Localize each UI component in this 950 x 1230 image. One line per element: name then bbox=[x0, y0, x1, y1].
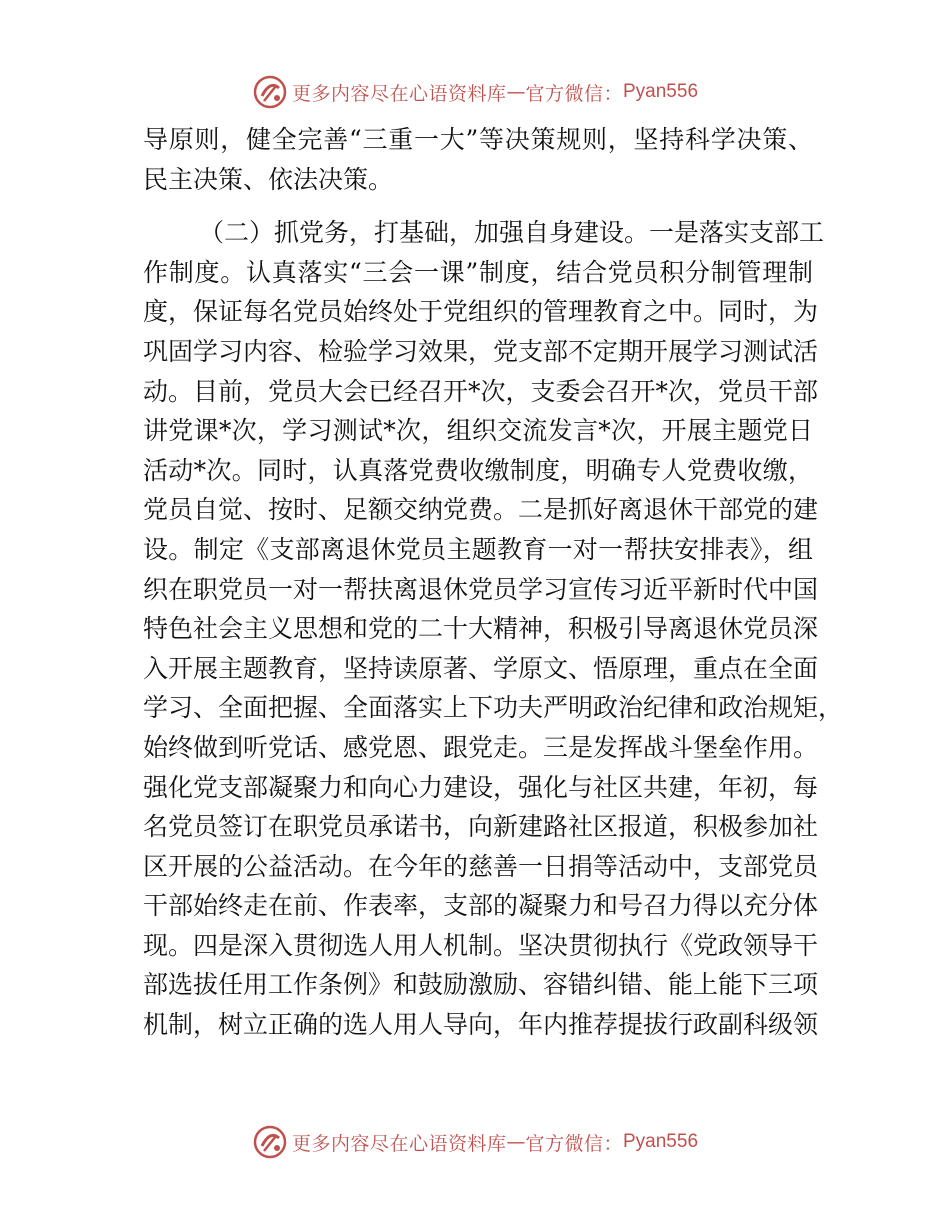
text-line: 活动*次。同时，认真落党费收缴制度，明确专人党费收缴， bbox=[143, 455, 813, 485]
text-line: 党员自觉、按时、足额交纳党费。二是抓好离退休干部党的建 bbox=[143, 495, 819, 525]
text-line: 讲党课*次，学习测试*次，组织交流发言*次，开展主题党日 bbox=[143, 416, 813, 446]
watermark-footer bbox=[0, 1124, 950, 1160]
text-line: 设。制定《支部离退休党员主题教育一对一帮扶安排表》，组 bbox=[143, 534, 813, 564]
text-line: 巩固学习内容、检验学习效果，党支部不定期开展学习测试活 bbox=[143, 336, 819, 366]
text-line: 民主决策、依法决策。 bbox=[143, 164, 394, 194]
logo-icon bbox=[252, 1124, 288, 1160]
text-line: 作制度。认真落实“三会一课”制度，结合党员积分制管理制 bbox=[143, 257, 813, 287]
watermark-separator: — bbox=[506, 81, 526, 103]
text-line: 区开展的公益活动。在今年的慈善一日捐等活动中，支部党员 bbox=[143, 851, 819, 881]
paragraph-1 bbox=[143, 120, 813, 199]
text-line: 机制，树立正确的选人用人导向，年内推荐提拔行政副科级领 bbox=[143, 1010, 819, 1040]
text-line: 织在职党员一对一帮扶离退休党员学习宣传习近平新时代中国 bbox=[143, 574, 819, 604]
watermark-header bbox=[0, 74, 950, 110]
document-body bbox=[143, 120, 844, 1045]
watermark-text: 更多内容尽在心语资料库 bbox=[291, 82, 507, 105]
watermark-text: 更多内容尽在心语资料库 bbox=[291, 1132, 507, 1155]
watermark-label: 官方微信： bbox=[525, 1132, 623, 1155]
watermark-id: Pyan556 bbox=[623, 1131, 699, 1152]
text-line: 度，保证每名党员始终处于党组织的管理教育之中。同时，为 bbox=[143, 297, 819, 327]
text-line: 始终做到听党话、感党恩、跟党走。三是发挥战斗堡垒作用。 bbox=[143, 732, 819, 762]
text-line: 导原则，健全完善“三重一大”等决策规则，坚持科学决策、 bbox=[143, 125, 813, 154]
text-line: 部选拔任用工作条例》和鼓励激励、容错纠错、能上能下三项 bbox=[143, 970, 819, 1000]
text-line: 名党员签订在职党员承诺书，向新建路社区报道，积极参加社 bbox=[143, 812, 819, 842]
text-line: 特色社会主义思想和党的二十大精神，积极引导离退休党员深 bbox=[143, 614, 819, 644]
text-line: 现。四是深入贯彻选人用人机制。坚决贯彻执行《党政领导干 bbox=[143, 930, 819, 960]
text-line: 动。目前，党员大会已经召开*次，支委会召开*次，党员干部 bbox=[143, 376, 819, 406]
watermark-label: 官方微信： bbox=[525, 82, 623, 105]
watermark-separator: — bbox=[506, 1131, 526, 1153]
watermark-id: Pyan556 bbox=[623, 81, 699, 102]
text-line: 学习、全面把握、全面落实上下功夫严明政治纪律和政治规矩， bbox=[143, 693, 844, 723]
text-line: 入开展主题教育，坚持读原著、学原文、悟原理，重点在全面 bbox=[143, 653, 819, 683]
text-line: 强化党支部凝聚力和向心力建设，强化与社区共建，年初，每 bbox=[143, 772, 819, 802]
paragraph-2 bbox=[143, 213, 844, 1044]
text-line: （二）抓党务，打基础，加强自身建设。一是落实支部工 bbox=[199, 218, 825, 248]
text-line: 干部始终走在前、作表率，支部的凝聚力和号召力得以充分体 bbox=[143, 891, 819, 921]
logo-icon bbox=[252, 74, 288, 110]
